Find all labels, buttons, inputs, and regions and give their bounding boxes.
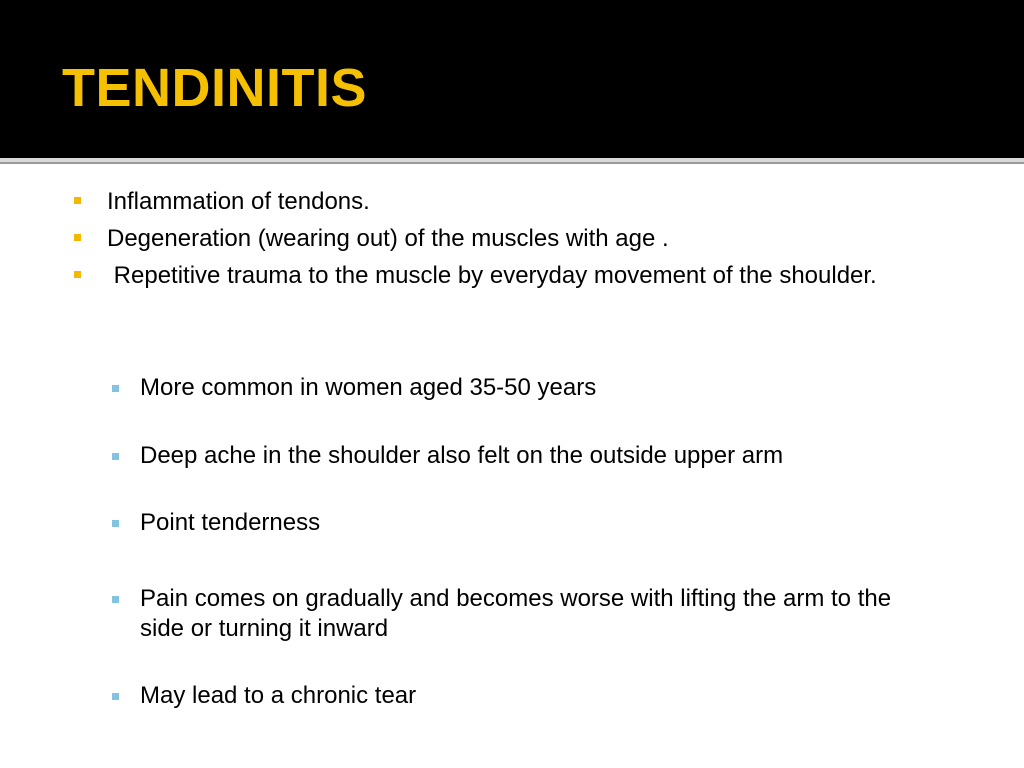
bullet-marker-icon: [74, 271, 81, 278]
bullet-marker-icon: [74, 234, 81, 241]
sub-bullet-text: More common in women aged 35-50 years: [140, 374, 597, 401]
slide-title: TENDINITIS: [62, 58, 368, 118]
sub-bullet-marker-icon: [112, 520, 119, 527]
sub-bullet-text: Pain comes on gradually and becomes worse with lifting the arm to the side or turning it inward: [140, 585, 892, 642]
sub-bullet-marker-icon: [112, 596, 119, 603]
title-divider-shadow: [0, 162, 1024, 164]
sub-bullet-text: Point tenderness: [140, 509, 321, 536]
sub-bullet-text: Deep ache in the shoulder also felt on the outside upper arm: [140, 442, 784, 469]
bullet-text: Inflammation of tendons.: [107, 188, 370, 215]
sub-bullet-marker-icon: [112, 385, 119, 392]
bullet-text: Degeneration (wearing out) of the muscles with age .: [107, 225, 669, 252]
sub-bullet-text: May lead to a chronic tear: [140, 682, 417, 709]
sub-bullet-marker-icon: [112, 453, 119, 460]
bullet-marker-icon: [74, 197, 81, 204]
bullet-text: Repetitive trauma to the muscle by everyday movement of the shoulder.: [107, 262, 877, 289]
sub-bullet-marker-icon: [112, 693, 119, 700]
title-band: [0, 0, 1024, 158]
